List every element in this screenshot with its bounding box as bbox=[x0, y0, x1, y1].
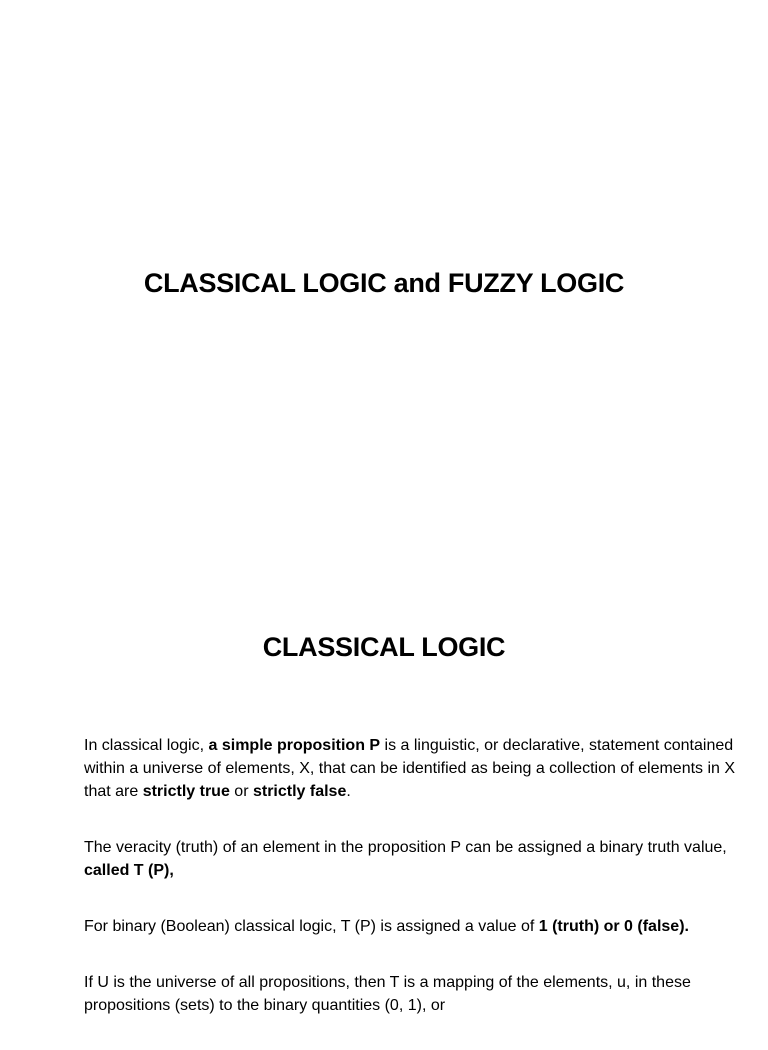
paragraph-universe bbox=[84, 971, 744, 1017]
text-span: For binary (Boolean) classical logic, T (P) is assigned a value of bbox=[84, 918, 539, 935]
slide-title-heading: CLASSICAL LOGIC and FUZZY LOGIC bbox=[143, 268, 625, 298]
text-span: . bbox=[346, 783, 351, 800]
section-heading: CLASSICAL LOGIC bbox=[262, 632, 506, 662]
paragraph-binary bbox=[84, 915, 744, 938]
bold-term: strictly true bbox=[142, 783, 230, 800]
slide-body bbox=[84, 734, 744, 1050]
bold-term: 1 (truth) or 0 (false). bbox=[538, 918, 689, 935]
paragraph-veracity bbox=[84, 836, 744, 882]
paragraph-proposition bbox=[84, 734, 744, 803]
bold-term: strictly false bbox=[252, 783, 347, 800]
text-span: is a linguistic, or declarative, statement contained within a universe of elements, X, that can be identified as being a collection of elements in X that are bbox=[84, 737, 736, 800]
text-span: The veracity (truth) of an element in the proposition P can be assigned a binary truth value, bbox=[84, 839, 727, 856]
bold-term: called T (P), bbox=[84, 862, 174, 879]
text-span: If U is the universe of all propositions, then T is a mapping of the elements, u, in these propositions (sets) to the binary quantities (0, 1), or bbox=[84, 974, 691, 1014]
text-span: In classical logic, bbox=[84, 737, 209, 754]
bold-term: a simple proposition P bbox=[208, 737, 381, 754]
slide-classical-logic bbox=[0, 580, 768, 1024]
text-span: or bbox=[229, 783, 253, 800]
